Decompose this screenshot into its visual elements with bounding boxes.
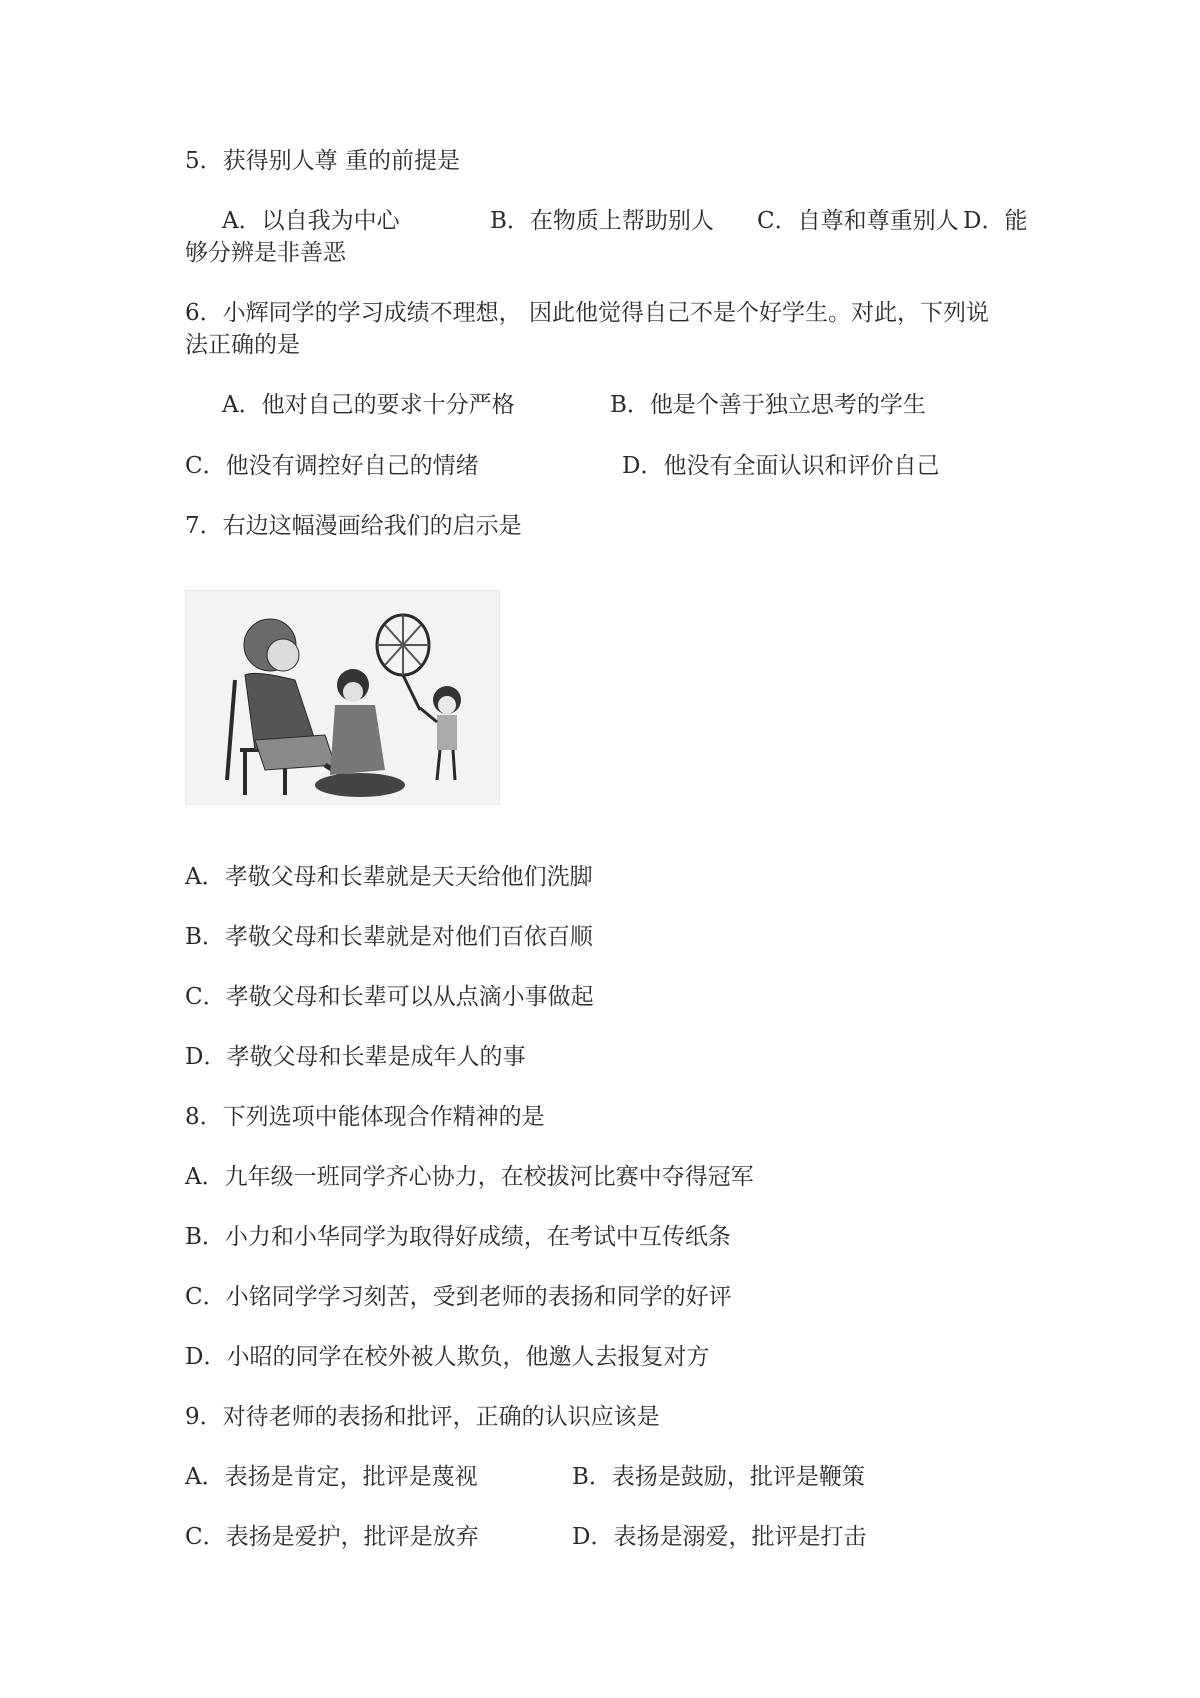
- q7-option-a: A．孝敬父母和长辈就是天天给他们洗脚: [185, 864, 593, 890]
- q6-option-c: C．他没有调控好自己的情绪: [185, 453, 479, 479]
- q8-option-d: D．小昭的同学在校外被人欺负，他邀人去报复对方: [185, 1344, 710, 1370]
- q5-option-a: A．以自我为中心: [222, 208, 400, 234]
- q7-option-d: D．孝敬父母和长辈是成年人的事: [185, 1044, 526, 1070]
- filial-piety-cartoon: [185, 590, 500, 805]
- q6-option-b: B．他是个善于独立思考的学生: [610, 392, 926, 418]
- q5-option-d-part2: 够分辨是非善恶: [185, 240, 346, 266]
- q8-option-c: C．小铭同学学习刻苦，受到老师的表扬和同学的好评: [185, 1284, 732, 1310]
- q6-option-a: A．他对自己的要求十分严格: [222, 392, 515, 418]
- q7-option-b: B．孝敬父母和长辈就是对他们百依百顺: [185, 924, 593, 950]
- q9-option-d: D．表扬是溺爱，批评是打击: [572, 1524, 867, 1550]
- q6-option-d: D．他没有全面认识和评价自己: [622, 453, 940, 479]
- q8-stem: 8．下列选项中能体现合作精神的是: [185, 1104, 545, 1130]
- q6-stem-line2: 法正确的是: [185, 332, 300, 358]
- q9-stem: 9．对待老师的表扬和批评，正确的认识应该是: [185, 1404, 660, 1430]
- q5-stem: 5．获得别人尊 重的前提是: [185, 148, 460, 174]
- q9-option-a: A．表扬是肯定，批评是蔑视: [185, 1464, 478, 1490]
- q9-option-b: B．表扬是鼓励，批评是鞭策: [572, 1464, 865, 1490]
- q5-option-c: C．自尊和尊重别人: [757, 208, 959, 234]
- q6-stem-line1: 6．小辉同学的学习成绩不理想， 因此他觉得自己不是个好学生。对此，下列说: [185, 300, 989, 326]
- q5-option-d-part1: D．能: [963, 208, 1028, 234]
- q7-option-c: C．孝敬父母和长辈可以从点滴小事做起: [185, 984, 594, 1010]
- q8-option-b: B．小力和小华同学为取得好成绩，在考试中互传纸条: [185, 1224, 731, 1250]
- q7-stem: 7．右边这幅漫画给我们的启示是: [185, 513, 522, 539]
- basin-icon: [315, 773, 405, 797]
- q9-option-c: C．表扬是爱护，批评是放弃: [185, 1524, 479, 1550]
- q8-option-a: A．九年级一班同学齐心协力，在校拔河比赛中夺得冠军: [185, 1164, 754, 1190]
- q5-option-b: B．在物质上帮助别人: [490, 208, 714, 234]
